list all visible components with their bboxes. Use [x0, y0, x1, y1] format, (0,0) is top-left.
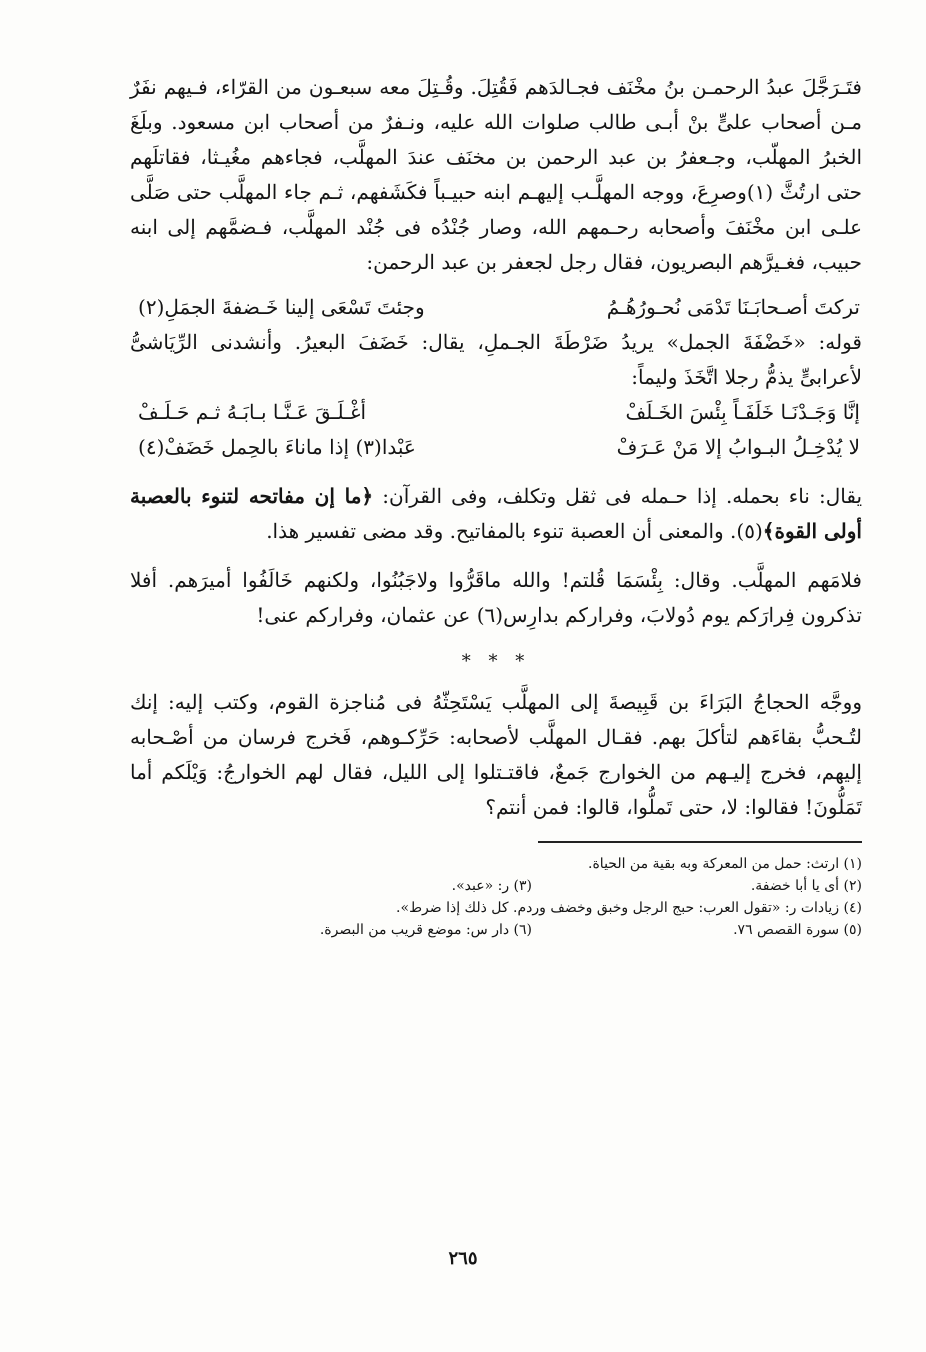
- verse-2-second-hemistich: أغْـلَـقَ عَـنَّـا بـابَـهُ ثـم حَـلَـفْ: [138, 400, 367, 424]
- paragraph-5: ووجَّه الحجاجُ البَرَاءَ بن قَبِيصةَ إلى المهلَّب يَسْتَحِثّهُ فى مُناجزة القوم، وكتب إليه: إنك لتُـحبُّ بقاءَهم لتأكلَ بهم. فقـال المهلَّب لأصحابه: حَرِّكـوهم، فَخرج فرسان من أصْـحابه إليهم، فخرج إليـهم من الخوارج جَمعٌ، فاقتـتلوا إلى الليل، فقال لهم الخوارجُ: وَيْلَكم أما تَمَلُّونَ! فقالوا: لا، حتى تَملُّوا، قالوا: فمن أنتم؟: [130, 690, 862, 819]
- verse-1-first-hemistich: تركتَ أصـحابَـنَا تَدْمَى نُحـورُهُـمُ: [606, 295, 860, 319]
- verse-3-second-hemistich: عَبْدا(٣) إذا ماناءَ بالحِمل خَضَفْ(٤): [138, 435, 416, 459]
- footnote-3: (٣) ر: «عبد».: [451, 878, 532, 894]
- paragraph-4: فلامَهم المهلَّب. وقال: بِئْسَمَا قُلتم! والله ماقَرُّوا ولاجَبُنُوا، ولكنهم خَالَفُوا أميرَهم. أفلا تذكرون فِرارَكم يوم دُولابَ، وفراركم بدارِس(٦) عن عثمان، وفراركم عنى!: [130, 568, 862, 627]
- footnote-line-3: [130, 897, 862, 919]
- paragraph-1: فتَـرَجَّلَ عبدُ الرحمـن بنُ مخْنَف فجـالدَهم فَقُتِلَ. وقُـتِلَ معه سبعـون من القرّاء، فـيهم نفَرٌ مـن أصحاب علىٍّ بنْ أبـى طالب صلوات الله عليه، ونـفرٌ من أصحاب ابن مسعود. وبلَغَ الخبرُ المهلّب، وجـعفرُ بن عبد الرحمن بن مخنَف عندَ المهلَّب، فجاءهم مغُيـثا، فقاتلَهم حتى ارتُثَّ (١)وصرِعَ، ووجه المهلَّـب إليهـم ابنه حبيـباً فكَشَفهم، ثـم جاء المهلَّب حتى صَلَّى علـى ابن مخْنَفَ وأصحابه رحـمهم الله، وصار جُنْدُه فى جُنْد المهلَّب، فـضمَّهم إلى ابنه حبيب، فغـيرَّهم البصريون، فقال رجل لجعفر بن عبد الرحمن:: [130, 75, 862, 274]
- footnote-6: (٦) دار س: موضع قريب من البصرة.: [319, 922, 532, 938]
- footnote-rule: [538, 841, 862, 843]
- verse-2-first-hemistich: إنَّا وَجَـدْنَـا خَلَفَـاً بِئْسَ الخَـلَفْ: [625, 400, 860, 424]
- paragraph-2: قوله: «خَضْفَةَ الجمل» يريدُ ضَرْطَةَ الجـملِ، يقال: خَضَفَ البعيرُ. وأنشدنى الرِّيَاشىُّ لأعرابىٍّ يذمُّ رجلا اتَّخَذَ وليماً:: [130, 330, 862, 389]
- footnote-line-2: [130, 875, 862, 897]
- paragraph-3-end: (٥). والمعنى أن العصبة تنوء بالمفاتيح. وقد مضى تفسير هذا.: [266, 519, 763, 543]
- footnote-2: (٢) أى يا أبا خضفة.: [750, 878, 862, 894]
- verse-1-second-hemistich: وجئتَ تَسْعَى إلينا خَـضفةَ الجمَلِ(٢): [138, 295, 425, 319]
- section-divider: * * *: [461, 651, 531, 672]
- page-number: ٢٦٥: [448, 1248, 478, 1269]
- footnote-4: (٤) زيادات ر: «تقول العرب: حبج الرجل وخبق وخضف وردم. كل ذلك إذا ضرط».: [396, 900, 862, 916]
- verse-1: [130, 290, 862, 325]
- footnotes: [130, 853, 862, 941]
- page-body: [130, 70, 862, 941]
- footnote-1: (١) ارتث: حمل من المعركة وبه بقية من الحياة.: [588, 856, 862, 872]
- paragraph-3-start: يقال: ناء بحمله. إذا حـمله فى ثقل وتكلف، وفى القرآن:: [382, 484, 863, 508]
- quran-quote: ﴿ما إن مفاتحه لتنوء بالعصبة أولى القوة﴾: [130, 484, 862, 543]
- paragraph-3: [130, 479, 862, 549]
- verse-3: [130, 430, 862, 465]
- footnote-line-4: [130, 919, 862, 941]
- verse-3-first-hemistich: لا يُدْخِـلُ البـوابُ إلا مَنْ عَـرَفْ: [616, 435, 860, 459]
- footnote-line-1: [130, 853, 862, 875]
- footnote-5: (٥) سورة القصص ٧٦.: [733, 922, 862, 938]
- verse-2: [130, 395, 862, 430]
